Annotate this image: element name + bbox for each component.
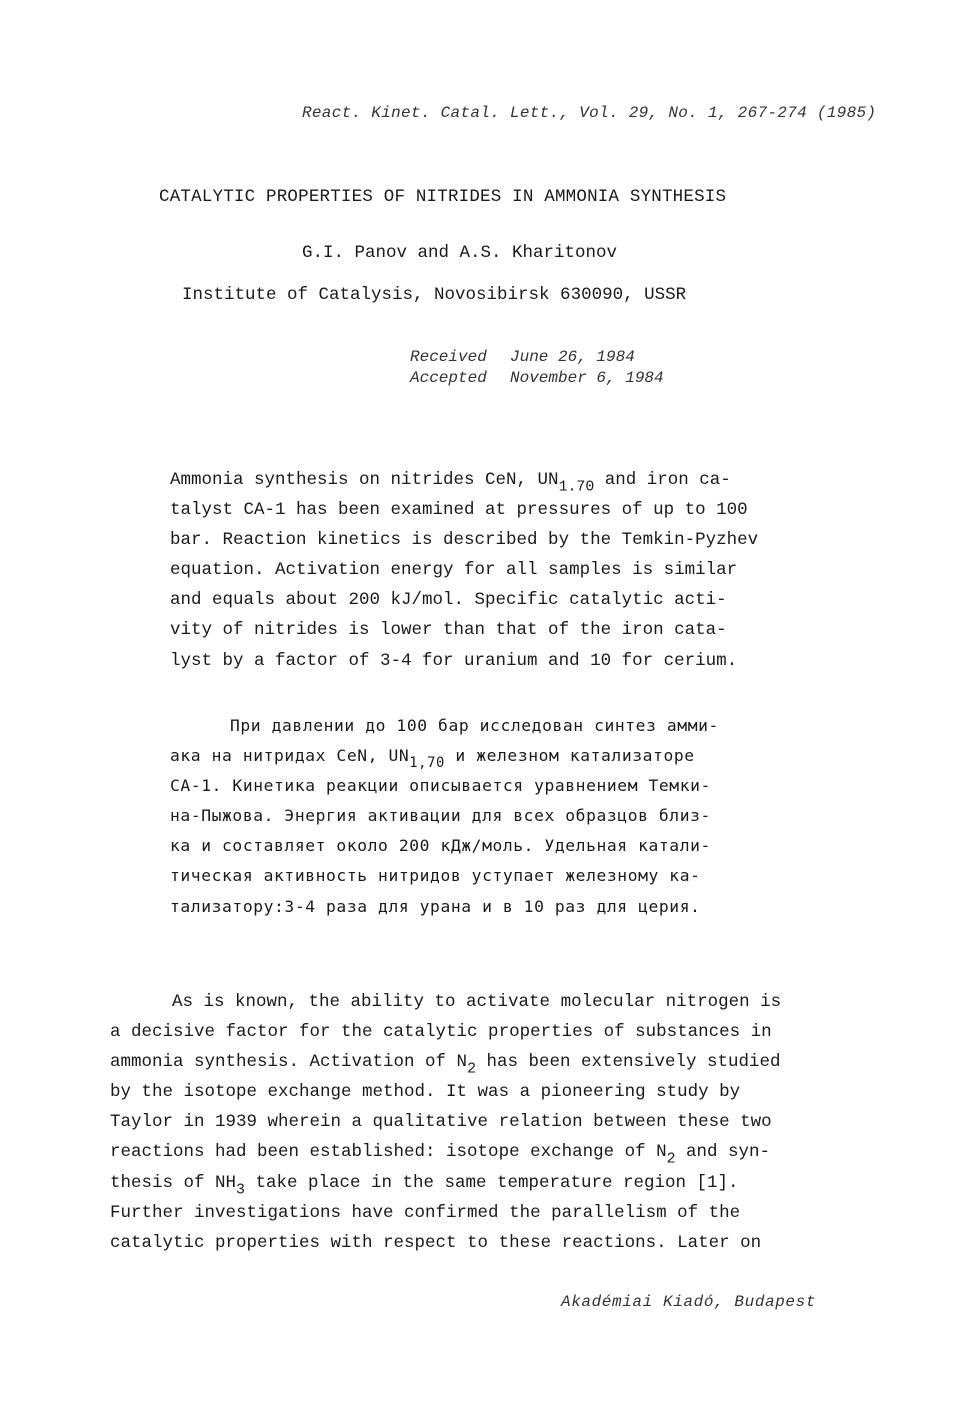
text-span: thesis of NH (110, 1172, 237, 1193)
abstract-russian (170, 711, 719, 922)
body-line: a decisive factor for the catalytic properties of substances in (110, 1022, 772, 1043)
subscript: 2 (467, 1061, 476, 1078)
paper-title: CATALYTIC PROPERTIES OF NITRIDES IN AMMONIA SYNTHESIS (159, 187, 727, 207)
abstract-english (170, 465, 758, 676)
accepted-date: November 6, 1984 (510, 369, 664, 387)
abstract-en-line: equation. Activation energy for all samples is similar (170, 560, 738, 581)
text-span: Ammonia synthesis on nitrides CeN, UN (170, 470, 559, 490)
abstract-en-line: and equals about 200 kJ/mol. Specific catalytic acti- (170, 590, 727, 611)
authors: G.I. Panov and A.S. Kharitonov (302, 243, 618, 263)
abstract-en-line (170, 465, 758, 495)
text-span: and iron ca- (594, 470, 731, 490)
received-date: June 26, 1984 (510, 348, 635, 366)
body-line: As is known, the ability to activate molecular nitrogen is (172, 992, 782, 1012)
text-span: ака на нитридах CeN, UN (170, 746, 410, 766)
text-span: reactions had been established: isotope exchange of N (110, 1142, 667, 1163)
text-span: ammonia synthesis. Activation of N (110, 1052, 468, 1073)
abstract-ru-line: При давлении до 100 бар исследован синтез амми- (230, 716, 719, 735)
body-paragraph (110, 987, 781, 1258)
abstract-en-line: vity of nitrides is lower than that of the iron cata- (170, 620, 727, 641)
body-line (110, 1168, 781, 1198)
abstract-en-line: bar. Reaction kinetics is described by the Temkin-Pyzhev (170, 530, 759, 551)
text-span: has been extensively studied (475, 1052, 781, 1073)
body-line (110, 1047, 781, 1077)
abstract-ru-line: ка и составляет около 200 кДж/моль. Удельная катали- (170, 836, 711, 856)
text-span: и железном катализаторе (445, 746, 695, 766)
subscript: 1.70 (558, 479, 595, 496)
dates-block (410, 347, 664, 389)
received-line (410, 347, 664, 368)
body-line (110, 1137, 781, 1167)
body-line: Further investigations have confirmed the parallelism of the (110, 1202, 741, 1223)
text-span: take place in the same temperature region [1]. (244, 1172, 739, 1193)
received-label: Received (410, 348, 487, 366)
subscript: 2 (666, 1152, 676, 1169)
abstract-ru-line: тализатору:3-4 раза для урана и в 10 раз для церия. (170, 896, 701, 916)
subscript: 3 (236, 1182, 245, 1199)
abstract-ru-line: на-Пыжова. Энергия активации для всех образцов близ- (170, 806, 711, 826)
accepted-line (410, 368, 664, 389)
affiliation: Institute of Catalysis, Novosibirsk 630090, USSR (182, 285, 687, 305)
abstract-ru-line (170, 741, 719, 771)
publisher-footer: Akadémiai Kiadó, Budapest (561, 1293, 817, 1311)
abstract-ru-line: тическая активность нитридов уступает железному ка- (170, 866, 701, 886)
body-line: catalytic properties with respect to these reactions. Later on (110, 1232, 762, 1253)
subscript: 1,70 (409, 755, 445, 772)
abstract-en-line: lyst by a factor of 3-4 for uranium and 10 for cerium. (170, 650, 738, 671)
text-span: and syn- (675, 1142, 771, 1163)
body-line: by the isotope exchange method. It was a pioneering study by (110, 1082, 741, 1103)
body-line: Taylor in 1939 wherein a qualitative relation between these two (110, 1112, 772, 1133)
abstract-en-line: talyst CA-1 has been examined at pressures of up to 100 (170, 500, 748, 521)
abstract-ru-line: CA-1. Кинетика реакции описывается уравнением Темки- (170, 776, 711, 796)
accepted-label: Accepted (410, 369, 487, 387)
journal-reference: React. Kinet. Catal. Lett., Vol. 29, No. 1, 267-274 (1985) (302, 104, 877, 122)
